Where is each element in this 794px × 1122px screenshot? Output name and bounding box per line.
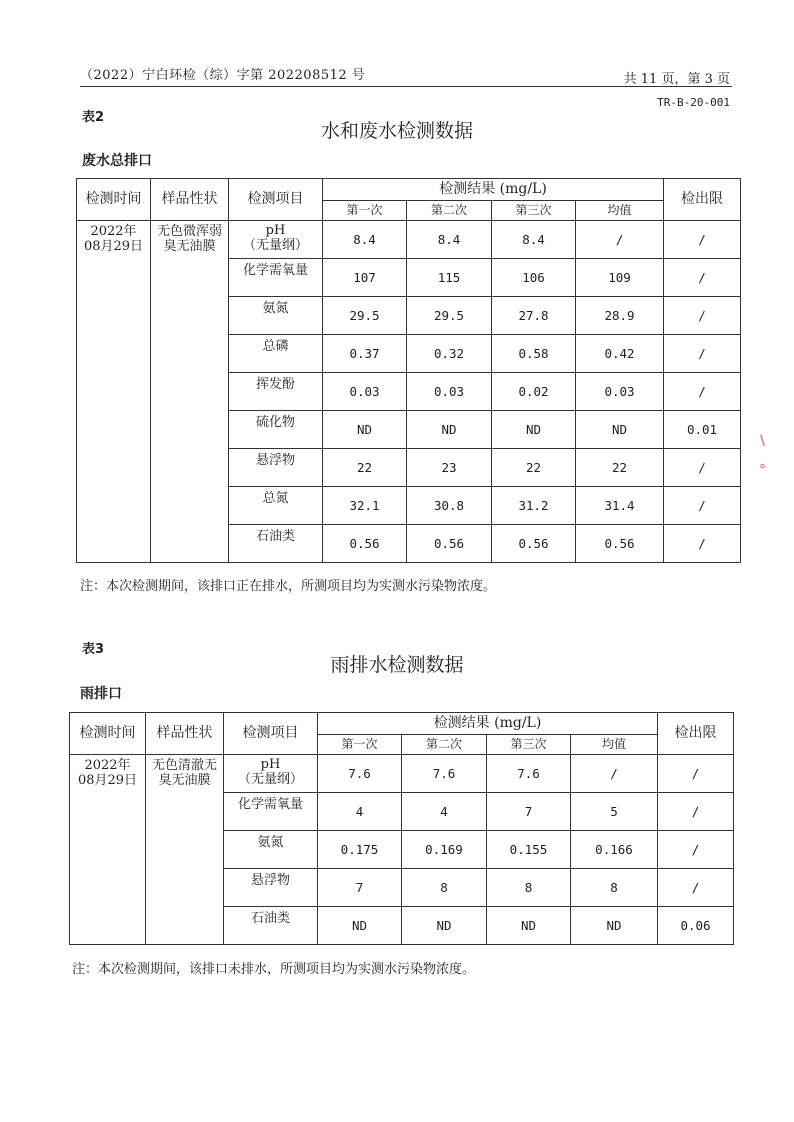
value-limit: / [658, 755, 734, 793]
value-limit: / [664, 221, 741, 259]
report-number: （2022）宁白环检（综）字第 202208512 号 [80, 68, 366, 83]
table3 [69, 712, 734, 945]
value-third: 7 [487, 793, 571, 831]
item-ph: pH [265, 223, 286, 238]
value-limit: / [664, 487, 741, 525]
value-mean: ND [576, 411, 664, 449]
value-second: 8 [402, 869, 487, 907]
value-third: 0.02 [492, 373, 576, 411]
table3-title: 雨排水检测数据 [330, 654, 464, 676]
value-second: 4 [402, 793, 487, 831]
header-time: 检测时间 [70, 713, 146, 755]
value-second: 8.4 [407, 221, 492, 259]
value-mean: / [571, 755, 658, 793]
item-name: 挥发酚 [229, 373, 323, 411]
value-mean: 0.56 [576, 525, 664, 563]
table2-number: 表2 [82, 110, 105, 125]
value-mean: 22 [576, 449, 664, 487]
date-year: 2022年 [84, 758, 131, 773]
value-mean: 0.03 [576, 373, 664, 411]
item-name [229, 221, 323, 259]
table-row [70, 755, 734, 793]
item-name: 硫化物 [229, 411, 323, 449]
item-name: 悬浮物 [229, 449, 323, 487]
value-first: 4 [318, 793, 402, 831]
table3-number: 表3 [82, 642, 105, 657]
date-day: 08月29日 [77, 773, 138, 788]
header-second: 第二次 [407, 201, 492, 221]
item-ph-unit: （无量纲） [242, 238, 308, 253]
item-name [224, 755, 318, 793]
value-third: 106 [492, 259, 576, 297]
header-time: 检测时间 [77, 179, 151, 221]
value-second: ND [402, 907, 487, 945]
value-mean: 0.42 [576, 335, 664, 373]
item-name: 化学需氧量 [229, 259, 323, 297]
sample-description [146, 755, 224, 945]
value-third: 27.8 [492, 297, 576, 335]
sample-desc-line2: 臭无油膜 [163, 239, 216, 254]
value-first: 8.4 [323, 221, 407, 259]
sample-date [70, 755, 146, 945]
item-name: 悬浮物 [224, 869, 318, 907]
header-item: 检测项目 [224, 713, 318, 755]
value-third: 0.56 [492, 525, 576, 563]
sample-description [151, 221, 229, 563]
header-limit: 检出限 [664, 179, 741, 221]
table2-outlet: 废水总排口 [82, 153, 152, 169]
value-mean: 28.9 [576, 297, 664, 335]
value-mean: 31.4 [576, 487, 664, 525]
header-first: 第一次 [323, 201, 407, 221]
value-first: 7.6 [318, 755, 402, 793]
value-first: 32.1 [323, 487, 407, 525]
item-name: 总磷 [229, 335, 323, 373]
value-second: 30.8 [407, 487, 492, 525]
value-second: 29.5 [407, 297, 492, 335]
item-name: 氨氮 [224, 831, 318, 869]
value-first: 0.03 [323, 373, 407, 411]
header-mean: 均值 [576, 201, 664, 221]
value-third: 31.2 [492, 487, 576, 525]
sample-desc-line1: 无色清澈无 [151, 758, 217, 773]
value-mean: ND [571, 907, 658, 945]
value-first: 0.56 [323, 525, 407, 563]
value-limit: 0.06 [658, 907, 734, 945]
header-mean: 均值 [571, 735, 658, 755]
value-third: ND [487, 907, 571, 945]
item-name: 氨氮 [229, 297, 323, 335]
date-year: 2022年 [90, 224, 137, 239]
value-first: 107 [323, 259, 407, 297]
value-first: ND [323, 411, 407, 449]
header-third: 第三次 [487, 735, 571, 755]
header-sample: 样品性状 [151, 179, 229, 221]
item-ph: pH [260, 757, 281, 772]
page-info: 共 11 页，第 3 页 [623, 72, 730, 87]
value-first: 0.175 [318, 831, 402, 869]
value-limit: / [664, 525, 741, 563]
sample-desc-line1: 无色微浑弱 [156, 224, 222, 239]
value-third: 8.4 [492, 221, 576, 259]
item-name: 化学需氧量 [224, 793, 318, 831]
date-day: 08月29日 [83, 239, 144, 254]
value-first: 22 [323, 449, 407, 487]
header-item: 检测项目 [229, 179, 323, 221]
item-name: 石油类 [229, 525, 323, 563]
value-second: 0.169 [402, 831, 487, 869]
value-second: 7.6 [402, 755, 487, 793]
item-ph-unit: （无量纲） [237, 772, 303, 787]
value-limit: 0.01 [664, 411, 741, 449]
value-mean: 5 [571, 793, 658, 831]
value-first: 7 [318, 869, 402, 907]
value-third: 0.155 [487, 831, 571, 869]
header-result: 检测结果 (mg/L) [318, 713, 658, 735]
value-third: 7.6 [487, 755, 571, 793]
value-mean: 8 [571, 869, 658, 907]
form-code: TR-B-20-001 [657, 96, 730, 109]
table2-note: 注：本次检测期间，该排口正在排水，所测项目均为实测水污染物浓度。 [80, 579, 497, 594]
value-second: 0.32 [407, 335, 492, 373]
item-name: 石油类 [224, 907, 318, 945]
value-limit: / [658, 831, 734, 869]
header-third: 第三次 [492, 201, 576, 221]
value-second: 115 [407, 259, 492, 297]
value-first: 29.5 [323, 297, 407, 335]
value-second: 0.03 [407, 373, 492, 411]
value-third: 8 [487, 869, 571, 907]
value-limit: / [664, 297, 741, 335]
item-name: 总氮 [229, 487, 323, 525]
header-result: 检测结果 (mg/L) [323, 179, 664, 201]
header-limit: 检出限 [658, 713, 734, 755]
value-mean: / [576, 221, 664, 259]
header-divider [80, 86, 732, 87]
value-second: 0.56 [407, 525, 492, 563]
value-first: 0.37 [323, 335, 407, 373]
sample-date [77, 221, 151, 563]
table2 [76, 178, 741, 563]
table2-title: 水和废水检测数据 [320, 120, 473, 142]
value-third: 22 [492, 449, 576, 487]
value-first: ND [318, 907, 402, 945]
sample-desc-line2: 臭无油膜 [158, 773, 211, 788]
header-second: 第二次 [402, 735, 487, 755]
value-third: ND [492, 411, 576, 449]
value-second: 23 [407, 449, 492, 487]
table3-note: 注：本次检测期间，该排口未排水，所测项目均为实测水污染物浓度。 [72, 962, 476, 977]
table3-outlet: 雨排口 [80, 686, 122, 702]
value-limit: / [664, 449, 741, 487]
value-limit: / [664, 335, 741, 373]
value-second: ND [407, 411, 492, 449]
header-first: 第一次 [318, 735, 402, 755]
value-third: 0.58 [492, 335, 576, 373]
header-sample: 样品性状 [146, 713, 224, 755]
seam-stamp: \ 。 [760, 433, 774, 471]
value-limit: / [664, 373, 741, 411]
value-limit: / [664, 259, 741, 297]
value-limit: / [658, 793, 734, 831]
table-row [77, 221, 741, 259]
value-mean: 109 [576, 259, 664, 297]
value-limit: / [658, 869, 734, 907]
value-mean: 0.166 [571, 831, 658, 869]
